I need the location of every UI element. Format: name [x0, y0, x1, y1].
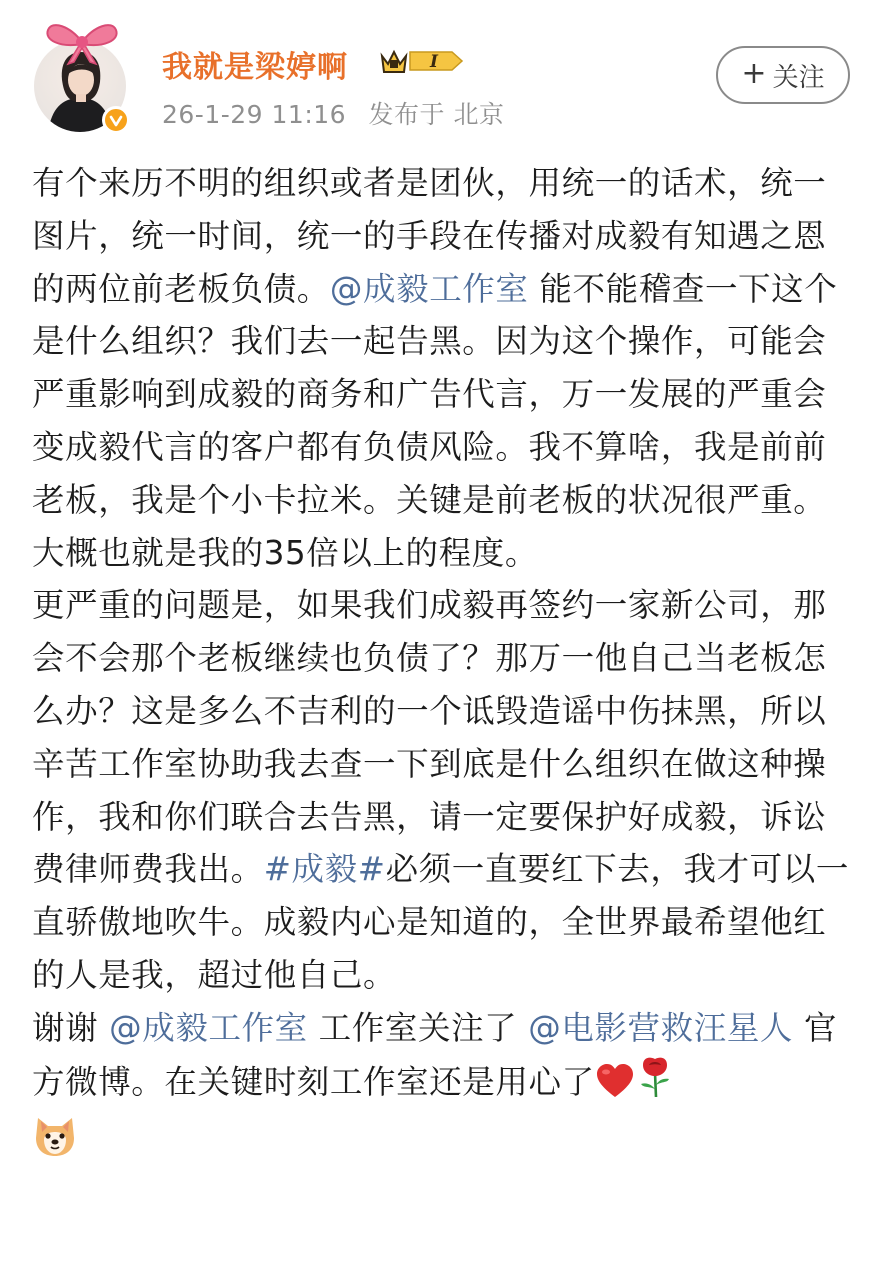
post-location: 发布于 北京 [368, 100, 505, 129]
post-text: 有个来历不明的组织或者是团伙，用统一的话术，统一图片，统一时间，统一的手段在传播对成毅有知遇之恩的两位前老板负债。 [32, 164, 827, 308]
plus-icon: + [741, 56, 767, 91]
post-text: 工作室关注了 [307, 1008, 529, 1047]
post-body [32, 157, 852, 1174]
post-header [0, 0, 882, 150]
follow-button-label: 关注 [772, 62, 825, 93]
vip-level-text: I [430, 52, 438, 72]
username[interactable]: 我就是梁婷啊 [162, 50, 348, 85]
post-paragraph [32, 157, 852, 579]
mention-link[interactable]: @电影营救汪星人 [528, 1008, 794, 1047]
post-text: 官方微博。在关键时刻工作室还是用心了 [32, 1008, 838, 1101]
post-text: 谢谢 [32, 1008, 110, 1047]
post-text: 必须一直要红下去，我才可以一直骄傲地吹牛。成毅内心是知道的，全世界最希望他红的人是我，超过他自己。 [32, 850, 849, 994]
post-meta [162, 95, 518, 131]
mention-link[interactable]: @成毅工作室 [109, 1008, 308, 1047]
post-paragraph [32, 1002, 852, 1115]
follow-button[interactable] [716, 46, 850, 104]
red-heart-icon [595, 1062, 635, 1115]
post-text: 能不能稽查一下这个是什么组织？我们去一起告黑。因为这个操作，可能会严重影响到成毅的商务和广告代言，万一发展的严重会变成毅代言的客户都有负债风险。我不算啥，我是前前老板，我是个小卡拉米。关键是前老板的状况很严重。大概也就是我的35倍以上的程度。 [32, 269, 838, 572]
dog-face-icon [32, 1114, 852, 1174]
rose-icon [635, 1055, 675, 1115]
post-text: 更严重的问题是，如果我们成毅再签约一家新公司，那会不会那个老板继续也负债了？那万一他自己当老板怎么办？这是多么不吉利的一个诋毁造谣中伤抹黑，所以辛苦工作室协助我去查一下到底是什么组织在做这种操作，我和你们联合去告黑，请一定要保护好成毅，诉讼费律师费我出。 [32, 586, 827, 889]
bow-decoration-icon [42, 14, 122, 66]
hashtag-link[interactable]: #成毅# [263, 850, 386, 889]
post-timestamp: 26-1-29 11:16 [162, 100, 347, 129]
post-paragraph [32, 579, 852, 1001]
verified-badge-icon [102, 106, 130, 134]
avatar[interactable] [34, 40, 126, 132]
mention-link[interactable]: @成毅工作室 [329, 269, 529, 308]
vip-crown-badge-icon [378, 44, 466, 78]
